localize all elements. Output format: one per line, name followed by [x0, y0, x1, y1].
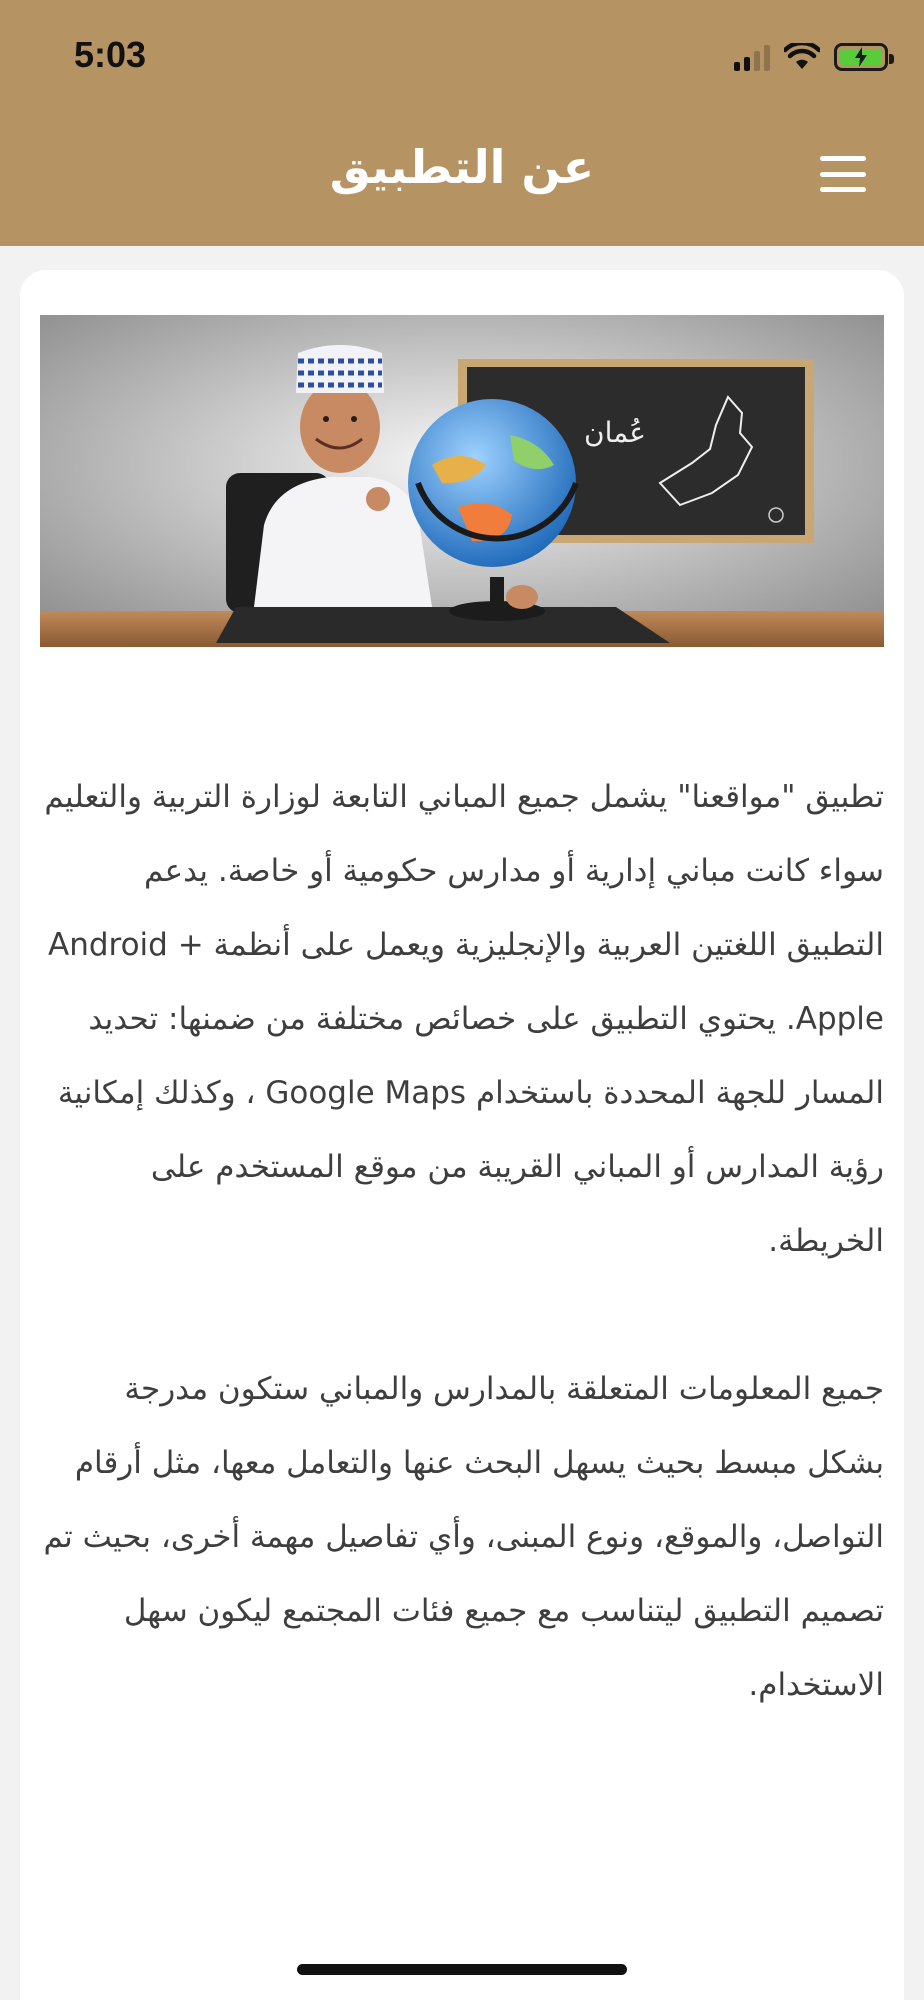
signal-icon — [734, 43, 770, 71]
banner-image — [40, 315, 884, 647]
about-text — [40, 760, 884, 1722]
content-card — [20, 270, 904, 2000]
home-indicator[interactable] — [297, 1964, 627, 1975]
battery-charging-icon — [834, 43, 888, 71]
svg-text:عُمان: عُمان — [584, 416, 646, 449]
board-text — [584, 416, 646, 449]
about-paragraph-2: جميع المعلومات المتعلقة بالمدارس والمباني ستكون مدرجة بشكل مبسط بحيث يسهل البحث عنها والتعامل معها، مثل أرقام التواصل، والموقع، ونوع المبنى، وأي تفاصيل مهمة أخرى، بحيث تم تصميم التطبيق ليتناسب مع جميع فئات المجتمع ليكون سهل الاستخدام. — [43, 1371, 884, 1703]
status-icons — [734, 40, 888, 74]
wifi-icon — [784, 43, 820, 71]
hamburger-menu-icon[interactable] — [820, 156, 870, 192]
page-title: عن التطبيق — [329, 140, 595, 194]
status-time: 5:03 — [74, 34, 147, 75]
app-header — [0, 0, 924, 246]
about-paragraph-1: تطبيق "مواقعنا" يشمل جميع المباني التابعة لوزارة التربية والتعليم سواء كانت مباني إدارية أو مدارس حكومية أو خاصة. يدعم التطبيق اللغتين العربية والإنجليزية ويعمل على أنظمة Android + Apple. يحتوي التطبيق على خصائص مختلفة من ضمنها: تحديد المسار للجهة المحددة باستخدام Google Maps ، وكذلك إمكانية رؤية المدارس أو المباني القريبة من موقع المستخدم على الخريطة. — [44, 779, 884, 1259]
